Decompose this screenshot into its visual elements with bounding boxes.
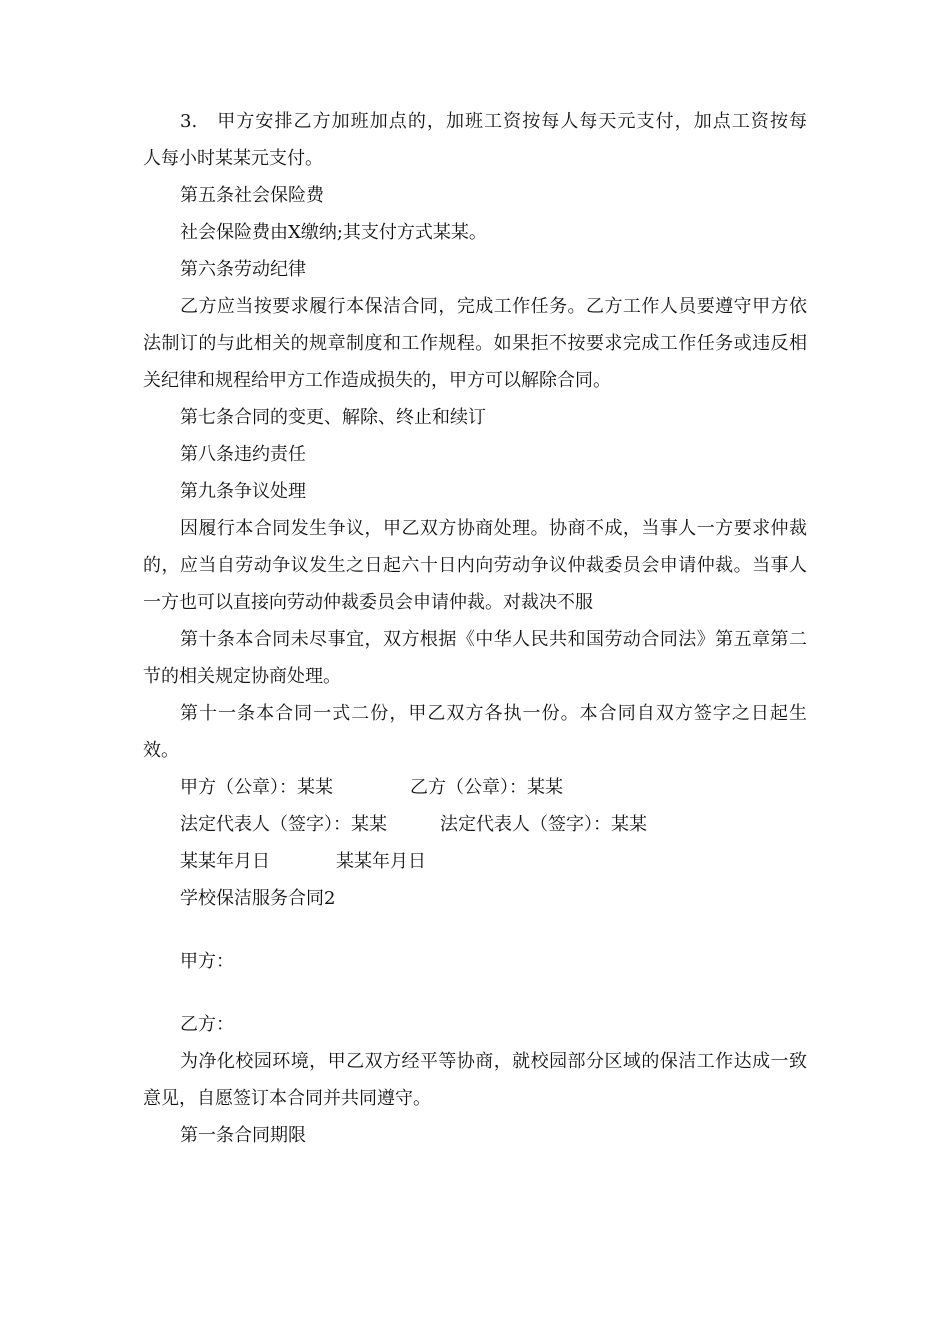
signature-row-seal	[143, 769, 807, 806]
article-9-heading: 第九条争议处理	[180, 481, 306, 502]
section-2-intro: 为净化校园环境，甲乙双方经平等协商，就校园部分区域的保洁工作达成一致意见，自愿签订本合同并共同遵守。	[143, 1051, 807, 1109]
party-b-representative: 法定代表人（签字）：某某	[440, 814, 647, 835]
party-a-representative: 法定代表人（签字）：某某	[180, 814, 387, 835]
article-7-heading: 第七条合同的变更、解除、终止和续订	[180, 407, 486, 428]
party-a-date: 某某年月日	[180, 851, 270, 872]
paragraph-social-insurance: 社会保险费由X缴纳;其支付方式某某。	[180, 222, 487, 243]
section-2-party-b: 乙方：	[180, 1014, 234, 1035]
paragraph-dispute: 因履行本合同发生争议，甲乙双方协商处理。协商不成，当事人一方要求仲裁的，应当自劳动争议发生之日起六十日内向劳动争议仲裁委员会申请仲裁。当事人一方也可以直接向劳动仲裁委员会申请仲裁。对裁决不服	[143, 518, 807, 613]
signature-row-date	[143, 843, 807, 880]
section-2-article-1-heading: 第一条合同期限	[180, 1125, 306, 1146]
section-2-party-a: 甲方：	[180, 951, 234, 972]
signature-row-representative	[143, 806, 807, 843]
party-a-seal: 甲方（公章）：某某	[180, 777, 333, 798]
article-5-heading: 第五条社会保险费	[180, 185, 324, 206]
article-8-heading: 第八条违约责任	[180, 444, 306, 465]
paragraph-overtime-pay: 3. 甲方安排乙方加班加点的，加班工资按每人每天元支付，加点工资按每 人每小时某某元支付。	[143, 111, 825, 169]
paragraph-labor-discipline: 乙方应当按要求履行本保洁合同，完成工作任务。乙方工作人员要遵守甲方依法制订的与此相关的规章制度和工作规程。如果拒不按要求完成工作任务或违反相关纪律和规程给甲方工作造成损失的，甲方可以解除合同。	[143, 296, 807, 391]
article-11-paragraph: 第十一条本合同一式二份，甲乙双方各执一份。本合同自双方签字之日起生效。	[143, 703, 807, 761]
article-6-heading: 第六条劳动纪律	[180, 259, 306, 280]
section-2-title: 学校保洁服务合同2	[180, 888, 336, 909]
party-b-seal: 乙方（公章）：某某	[410, 777, 563, 798]
article-10-paragraph: 第十条本合同未尽事宜，双方根据《中华人民共和国劳动合同法》第五章第二节的相关规定协商处理。	[143, 629, 807, 687]
party-b-date: 某某年月日	[336, 851, 426, 872]
document-body	[143, 103, 825, 1154]
